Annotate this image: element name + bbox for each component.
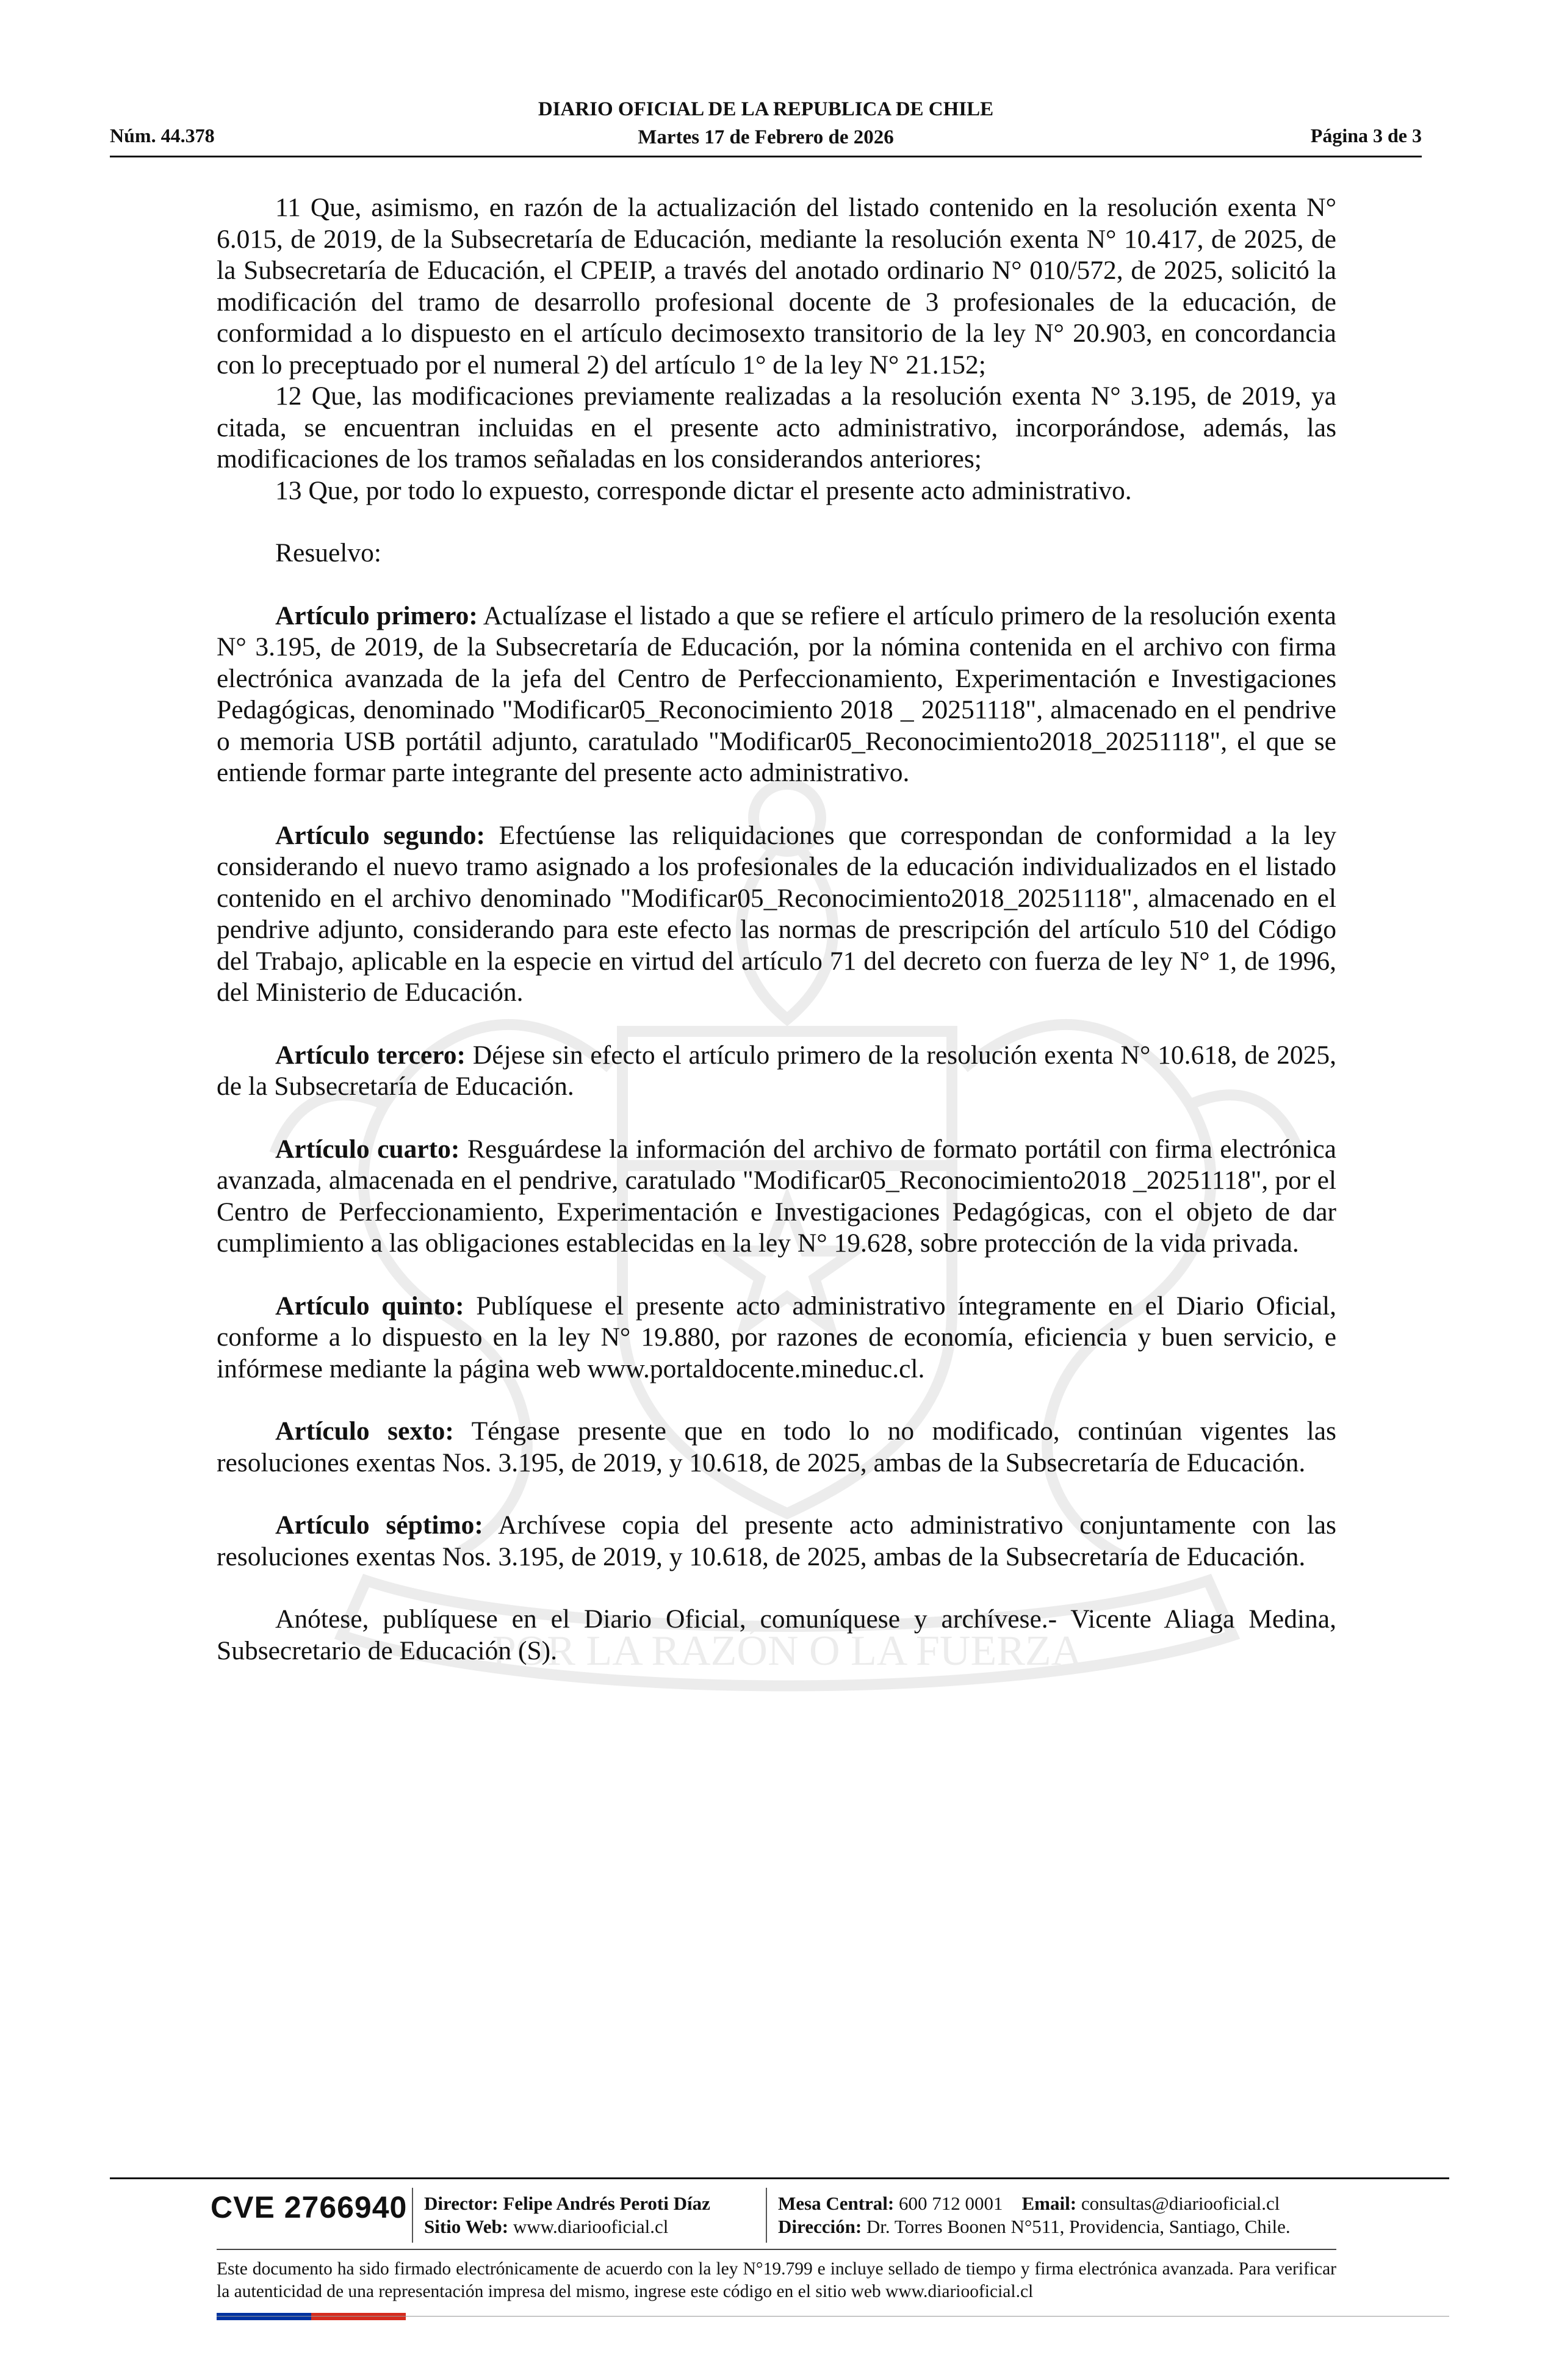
address-label: Dirección: [778, 2216, 862, 2237]
director-name: Felipe Andrés Peroti Díaz [498, 2193, 710, 2214]
email-label: Email: [1021, 2193, 1077, 2214]
considerando-13: 13 Que, por todo lo expuesto, corresponde dictar el presente acto administrativo. [275, 475, 1132, 505]
page-header [110, 92, 1422, 157]
legal-notice: Este documento ha sido firmado electrónicamente de acuerdo con la ley N°19.799 e incluye sellado de tiempo y firma electrónica avanzada. Para verificar la autenticidad de una representación impresa del mismo, ingrese este código en el sitio web www.diariooficial.cl [217, 2259, 1336, 2301]
footer-contact-block [778, 2192, 1291, 2238]
publication-date: Martes 17 de Febrero de 2026 [638, 126, 894, 148]
header-center [110, 95, 1422, 151]
flag-blue-segment [217, 2313, 311, 2320]
website-line [424, 2215, 710, 2238]
article-title: Artículo sexto: [275, 1416, 454, 1446]
page-indicator: Página 3 de 3 [1310, 124, 1422, 146]
phone-number: 600 712 0001 [894, 2193, 1003, 2214]
document-body [217, 192, 1336, 1667]
footer-director-block [424, 2192, 710, 2238]
considerando-12: 12 Que, las modificaciones previamente realizadas a la resolución exenta N° 3.195, de 2019, ya citada, se encuentran incluidas en el presente acto administrativo, incorporándose, además, las modificaciones de los tramos señaladas en los considerandos anteriores; [217, 381, 1336, 474]
website-link[interactable]: www.diariooficial.cl [508, 2216, 669, 2237]
article-text: Archívese copia del presente acto administrativo conjuntamente con las resoluciones exentas Nos. 3.195, de 2019, y 10.618, de 2025, ambas de la Subsecretaría de Educación. [217, 1510, 1336, 1571]
footer-inner-rule [217, 2249, 1336, 2250]
footer-bottom-rule [217, 2316, 1449, 2317]
article-5 [217, 1291, 1336, 1385]
phone-label: Mesa Central: [778, 2193, 895, 2214]
article-title: Artículo tercero: [275, 1040, 466, 1070]
resuelvo-heading: Resuelvo: [275, 538, 381, 568]
article-text: Publíquese el presente acto administrativo íntegramente en el Diario Oficial, conforme a lo dispuesto en la ley N° 19.880, por razones de economía, eficiencia y buen servicio, e infórmese mediante la página web www.portaldocente.mineduc.cl. [217, 1291, 1336, 1383]
article-title: Artículo segundo: [275, 820, 486, 850]
article-text: Téngase presente que en todo lo no modificado, continúan vigentes las resoluciones exentas Nos. 3.195, de 2019, y 10.618, de 2025, ambas de la Subsecretaría de Educación. [217, 1416, 1336, 1477]
watermark-motto: POR LA RAZÓN O LA FUERZA [492, 1628, 1082, 1675]
article-2 [217, 820, 1336, 1009]
article-1 [217, 600, 1336, 789]
director-line [424, 2192, 710, 2215]
email-link[interactable]: consultas@diariooficial.cl [1076, 2193, 1280, 2214]
footer-top-rule [110, 2177, 1449, 2179]
website-label: Sitio Web: [424, 2216, 509, 2237]
footer-divider [412, 2188, 413, 2243]
article-4 [217, 1134, 1336, 1260]
closing-signature: Anótese, publíquese en el Diario Oficial, comuníquese y archívese.- Vicente Aliaga Medina, Subsecretario de Educación (S). [217, 1604, 1336, 1665]
article-3 [217, 1040, 1336, 1103]
article-text: Déjese sin efecto el artículo primero de la resolución exenta N° 10.618, de 2025, de la Subsecretaría de Educación. [217, 1040, 1336, 1101]
article-6 [217, 1416, 1336, 1479]
article-title: Artículo cuarto: [275, 1134, 460, 1164]
article-text: Efectúense las reliquidaciones que correspondan de conformidad a la ley considerando el nuevo tramo asignado a los profesionales de la educación individualizados en el listado contenido en el archivo denominado "Modificar05_Reconocimiento2018_20251118", almacenado en el pendrive adjunto, considerando para este efecto las normas de prescripción del artículo 510 del Código del Trabajo, aplicable en la especie en virtud del artículo 71 del decreto con fuerza de ley N° 1, de 1996, del Ministerio de Educación. [217, 820, 1336, 1007]
contact-line [778, 2192, 1291, 2215]
article-title: Artículo quinto: [275, 1291, 464, 1321]
article-7 [217, 1510, 1336, 1573]
article-title: Artículo primero: [275, 600, 478, 630]
publication-title: DIARIO OFICIAL DE LA REPUBLICA DE CHILE [538, 98, 994, 120]
article-text: Resguárdese la información del archivo de formato portátil con firma electrónica avanzada, almacenada en el pendrive, caratulado "Modificar05_Reconocimiento2018 _20251118", por el Centro de Perfeccionamiento, Experimentación e Investigaciones Pedagógicas, con el objeto de dar cumplimiento a las obligaciones establecidas en la ley N° 19.628, sobre protección de la vida privada. [217, 1134, 1336, 1258]
director-label: Director: [424, 2193, 499, 2214]
flag-red-segment [311, 2313, 406, 2320]
footer-divider [766, 2188, 767, 2243]
cve-code: CVE 2766940 [211, 2190, 408, 2224]
address-line [778, 2215, 1291, 2238]
article-title: Artículo séptimo: [275, 1510, 483, 1540]
issue-number: Núm. 44.378 [110, 124, 215, 146]
flag-stripe [217, 2313, 406, 2320]
address-text: Dr. Torres Boonen N°511, Providencia, Santiago, Chile. [862, 2216, 1291, 2237]
considerando-11: 11 Que, asimismo, en razón de la actualización del listado contenido en la resolución exenta N° 6.015, de 2019, de la Subsecretaría de Educación, mediante la resolución exenta N° 10.417, de 2025, de la Subsecretaría de Educación, el CPEIP, a través del anotado ordinario N° 010/572, de 2025, solicitó la modificación del tramo de desarrollo profesional docente de 3 profesionales de la educación, de conformidad a lo dispuesto en el artículo decimosexto transitorio de la ley N° 20.903, en concordancia con lo preceptuado por el numeral 2) del artículo 1° de la ley N° 21.152; [217, 193, 1336, 380]
article-text: Actualízase el listado a que se refiere el artículo primero de la resolución exenta N° 3.195, de 2019, de la Subsecretaría de Educación, por la nómina contenida en el archivo con firma electrónica avanzada de la jefa del Centro de Perfeccionamiento, Experimentación e Investigaciones Pedagógicas, denominado "Modificar05_Reconocimiento 2018 _ 20251118", almacenado en el pendrive o memoria USB portátil adjunto, caratulado "Modificar05_Reconocimiento2018_20251118", el que se entiende formar parte integrante del presente acto administrativo. [217, 600, 1336, 787]
